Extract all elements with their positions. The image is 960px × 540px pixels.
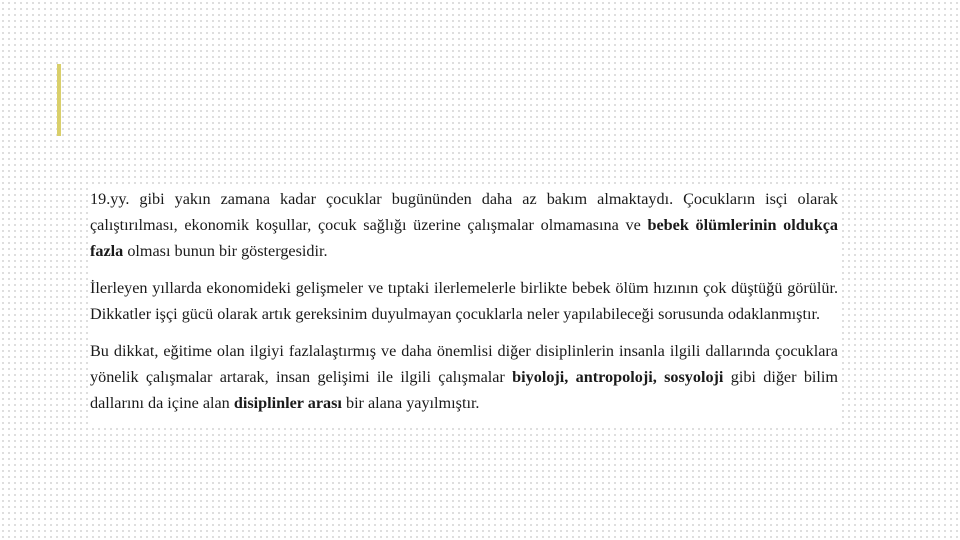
paragraph-3-text-3: bir alana yayılmıştır.: [341, 394, 480, 412]
slide-body: [90, 186, 838, 427]
paragraph-3-bold-2: disiplinler arası: [233, 394, 342, 412]
paragraph-2: [90, 275, 838, 327]
paragraph-1: [90, 186, 838, 264]
paragraph-1-bold-1: bebek ölümlerinin oldukça fazla: [90, 216, 838, 260]
paragraph-3-text-2: gibi diğer bilim dallarını da içine alan: [90, 368, 838, 412]
paragraph-1-text-1: 19.yy. gibi yakın zamana kadar çocuklar bugününden daha az bakım almaktaydı. Çocukların isçi olarak çalıştırılması, ekonomik koşullar, çocuk sağlığı üzerine çalışmalar olmamasına ve: [90, 190, 838, 234]
paragraph-3-text-1: Bu dikkat, eğitime olan ilgiyi fazlalaştırmış ve daha önemlisi diğer disiplinlerin insanla ilgili dallarında çocuklara yönelik çalışmalar artarak, insan gelişimi ile ilgili çalışmalar: [90, 342, 838, 386]
paragraph-2-text-1: İlerleyen yıllarda ekonomideki gelişmeler ve tıptaki ilerlemelerle birlikte bebek ölüm hızının çok düştüğü görülür. Dikkatler işçi gücü olarak artık gereksinim duyulmayan çocuklarla neler yapılabileceği sorusunda odaklanmıştır.: [90, 279, 838, 323]
paragraph-3-bold-1: biyoloji, antropoloji, sosyoloji: [512, 368, 724, 386]
paragraph-1-text-2: olması bunun bir göstergesidir.: [123, 242, 328, 260]
paragraph-3: [90, 338, 838, 416]
title-accent-bar: [57, 64, 61, 136]
